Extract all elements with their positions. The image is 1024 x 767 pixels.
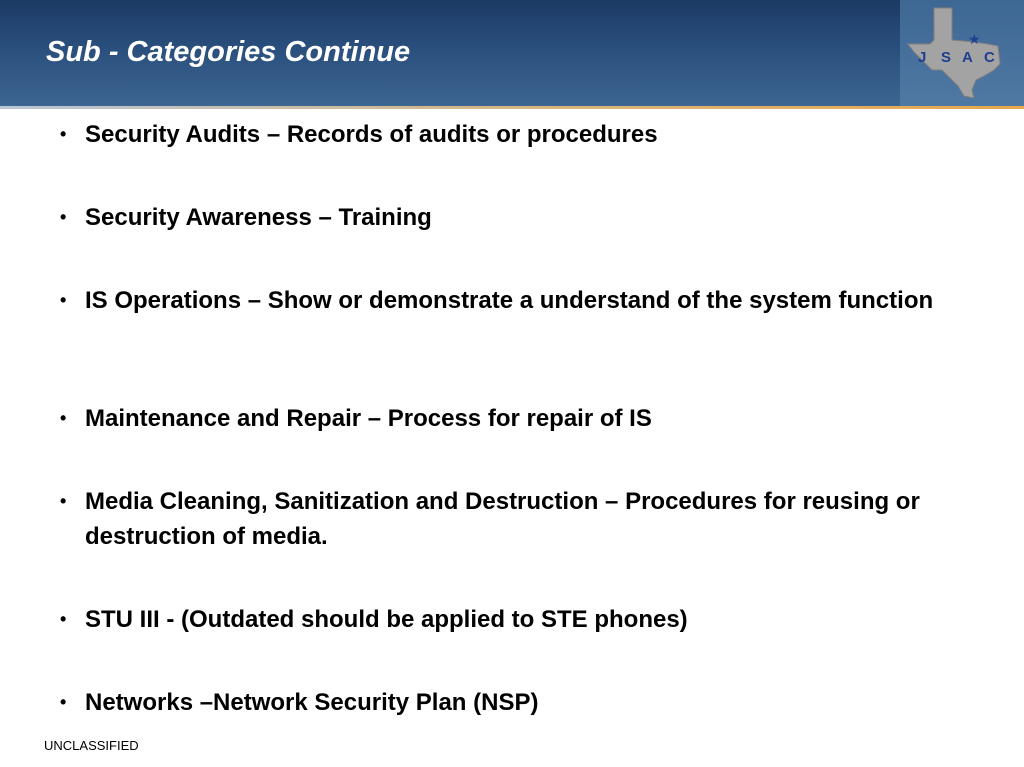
- bullet-text: Maintenance and Repair – Process for repair of IS: [85, 405, 652, 432]
- logo-letter: A: [962, 49, 973, 66]
- bullet-text: Security Audits – Records of audits or procedures: [85, 121, 658, 148]
- bullet-item: [60, 685, 990, 720]
- bullet-icon: •: [60, 692, 67, 712]
- logo-letter: S: [941, 49, 952, 66]
- logo-letter: J: [918, 49, 927, 66]
- classification-label: UNCLASSIFIED: [44, 738, 139, 753]
- slide-title: Sub - Categories Continue: [46, 36, 411, 68]
- bullet-item: [60, 283, 990, 318]
- bullet-icon: •: [60, 207, 67, 227]
- bullet-text: Networks –Network Security Plan (NSP): [85, 689, 539, 716]
- bullet-icon: •: [60, 491, 67, 511]
- bullet-icon: •: [60, 124, 67, 144]
- bullet-item: [60, 200, 990, 235]
- logo-letter: C: [984, 49, 995, 66]
- bullet-text: STU III - (Outdated should be applied to STE phones): [85, 606, 688, 633]
- bullet-icon: •: [60, 290, 67, 310]
- bullet-item: [60, 484, 990, 554]
- bullet-item: [60, 117, 990, 152]
- bullet-icon: •: [60, 609, 67, 629]
- bullet-item: [60, 401, 990, 436]
- logo-star-icon: ★: [968, 32, 981, 48]
- bullet-text: IS Operations – Show or demonstrate a understand of the system function: [85, 287, 934, 314]
- bullet-text: Security Awareness – Training: [85, 204, 432, 231]
- bullet-text: Media Cleaning, Sanitization and Destruction – Procedures for reusing or destruction of media.: [85, 488, 920, 550]
- bullet-icon: •: [60, 408, 67, 428]
- bullet-item: [60, 602, 990, 637]
